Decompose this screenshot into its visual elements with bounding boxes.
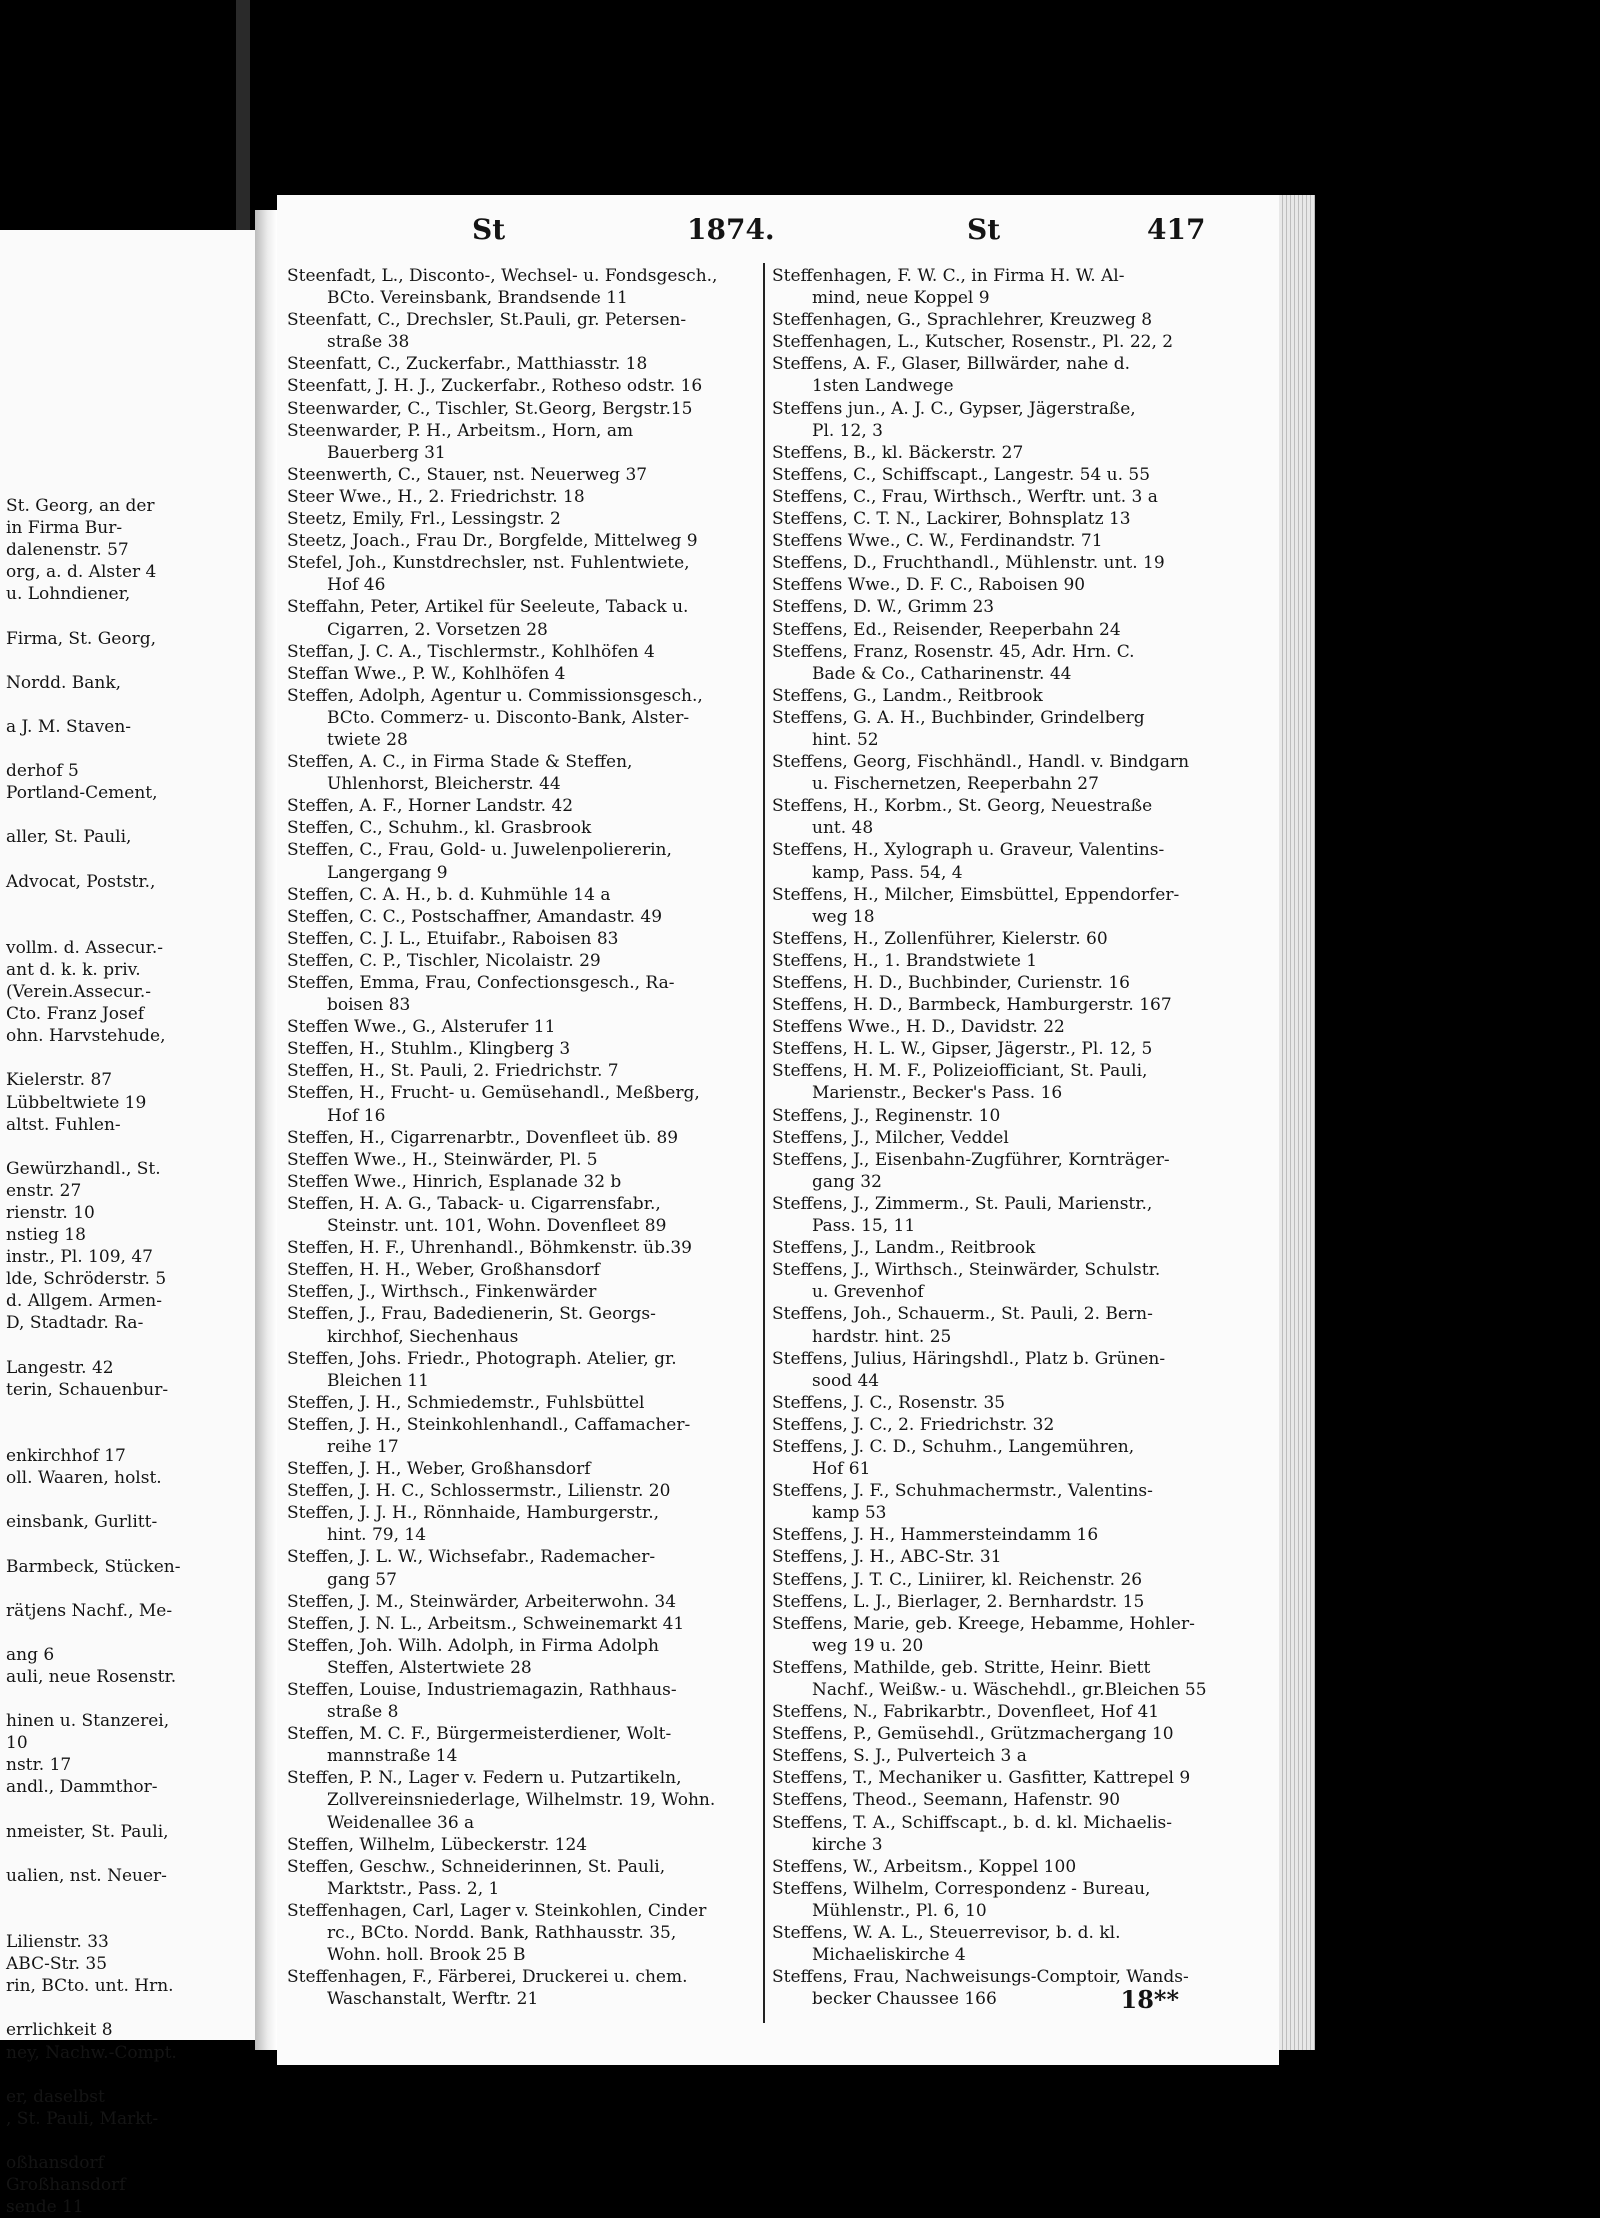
left-page-line [0,1688,255,1710]
left-page-line: ABC-Str. 35 [6,1954,108,1975]
directory-entry: Steffen, H. A. G., Taback- u. Cigarrensfabr., [287,1193,661,1214]
directory-entry: Steffens, Mathilde, geb. Stritte, Heinr. Biett [772,1657,1151,1678]
left-page-line [0,1533,255,1555]
directory-entry: Steffens, Joh., Schauerm., St. Pauli, 2. Bern- [772,1304,1153,1325]
left-page-text [0,495,255,2218]
directory-entry: Steffen, J. H., Steinkohlenhandl., Caffamacher- [287,1414,691,1435]
directory-entry: Steffens, G., Landm., Reitbrook [772,685,1043,706]
directory-entry: Steffen, J., Frau, Badedienerin, St. Georgs- [287,1304,656,1325]
left-page-line [0,1423,255,1445]
left-page-line: ualien, nst. Neuer- [6,1865,167,1886]
directory-entry: Steffens, J., Landm., Reitbrook [772,1238,1036,1259]
directory-entry: Steffenhagen, Carl, Lager v. Steinkohlen, Cinder [287,1900,707,1921]
directory-entry-continuation: u. Fischernetzen, Reeperbahn 27 [812,774,1099,795]
left-page-line [0,2064,255,2086]
directory-entry: Steffens, H., Milcher, Eimsbüttel, Eppendorfer- [772,884,1180,905]
left-page-line: oßhansdorf [6,2153,104,2174]
directory-entry-continuation: BCto. Commerz- u. Disconto-Bank, Alster- [327,707,690,728]
left-page-line: (Verein.Assecur.- [6,982,152,1003]
directory-entry-continuation: hardstr. hint. 25 [812,1326,952,1347]
left-page-line [0,694,255,716]
left-page-line: Nordd. Bank, [6,672,122,693]
column-divider [763,263,765,2023]
left-page-line: auli, neue Rosenstr. [6,1666,177,1687]
directory-entry-continuation: Waschanstalt, Werftr. 21 [327,1989,539,2010]
left-page-line: ney, Nachw.-Compt. [6,2042,177,2063]
directory-entry: Steffen, A. C., in Firma Stade & Steffen, [287,752,633,773]
left-page-line: Gewürzhandl., St. [6,1158,161,1179]
directory-entry: Steffenhagen, F., Färberei, Druckerei u. chem. [287,1967,688,1988]
left-page-line [0,1489,255,1511]
directory-entry: Steenfatt, C., Zuckerfabr., Matthiasstr. 18 [287,354,648,375]
left-page-line [0,738,255,760]
left-page-line: 10 [6,1733,28,1754]
directory-entry: Steffens, J. H., Hammersteindamm 16 [772,1525,1099,1546]
directory-entry: Steffen, Wilhelm, Lübeckerstr. 124 [287,1834,588,1855]
directory-entry-continuation: kirchhof, Siechenhaus [327,1326,519,1347]
left-page-line: St. Georg, an der [6,496,155,516]
left-page-line [0,605,255,627]
directory-entry: Steffen, A. F., Horner Landstr. 42 [287,796,574,817]
left-page-line: d. Allgem. Armen- [6,1291,162,1312]
left-page-line: ant d. k. k. priv. [6,959,141,980]
header-left-letters: St [472,213,506,246]
left-page-line: org, a. d. Alster 4 [6,562,157,583]
directory-entry-continuation: kirche 3 [812,1834,883,1855]
directory-entry-continuation: Pl. 12, 3 [812,420,883,441]
left-page-line [0,1843,255,1865]
directory-entry: Steenfatt, C., Drechsler, St.Pauli, gr. Petersen- [287,310,687,331]
directory-entry: Steffens, G. A. H., Buchbinder, Grindelberg [772,707,1145,728]
directory-entry: Steffens, J. T. C., Liniirer, kl. Reichenstr. 26 [772,1569,1143,1590]
printer-signature: 18** [1120,1985,1179,2014]
directory-entry: Steffen, C. P., Tischler, Nicolaistr. 29 [287,950,601,971]
left-page-line: rätjens Nachf., Me- [6,1600,173,1621]
directory-entry: Steffens, W. A. L., Steuerrevisor, b. d. kl. [772,1923,1121,1944]
directory-entry: Steffen, Emma, Frau, Confectionsgesch., Ra- [287,973,675,993]
directory-entry: Steffens, Frau, Nachweisungs-Comptoir, Wands- [772,1967,1189,1988]
directory-entry: Steffens Wwe., D. F. C., Raboisen 90 [772,575,1086,596]
directory-entry: Steffen, J. L. W., Wichsefabr., Rademacher- [287,1547,656,1568]
left-page-line: Portland-Cement, [6,783,158,804]
left-page-line: Großhansdorf [6,2175,126,2196]
directory-entry: Steffens, H. L. W., Gipser, Jägerstr., Pl. 12, 5 [772,1039,1153,1060]
left-page-line: rienstr. 10 [6,1203,95,1223]
left-page-line [0,650,255,672]
page-edges [1279,195,1315,2050]
directory-entry: Steetz, Joach., Frau Dr., Borgfelde, Mittelweg 9 [287,531,698,552]
directory-entry-continuation: hint. 52 [812,729,879,750]
directory-entry: Steffen, J. H., Weber, Großhansdorf [287,1459,591,1480]
left-page-line: Langestr. 42 [6,1357,114,1378]
directory-entry: Steffen, H., Stuhlm., Klingberg 3 [287,1039,571,1060]
directory-entry-continuation: sood 44 [812,1370,880,1391]
directory-entry: Steffen, H. H., Weber, Großhansdorf [287,1260,600,1281]
directory-entry: Steffen, M. C. F., Bürgermeisterdiener, Wolt- [287,1724,672,1745]
directory-entry-continuation: Langergang 9 [327,862,448,883]
directory-entry: Steffens, J., Milcher, Veddel [772,1127,1009,1148]
directory-entry: Steffens, N., Fabrikarbtr., Dovenfleet, Hof 41 [772,1702,1160,1723]
directory-column-left [287,265,757,2010]
directory-entry: Steenwerth, C., Stauer, nst. Neuerweg 37 [287,464,648,485]
directory-entry-continuation: Marienstr., Becker's Pass. 16 [812,1083,1063,1104]
directory-entry: Steenfatt, J. H. J., Zuckerfabr., Rotheso odstr. 16 [287,376,703,397]
directory-entry-continuation: reihe 17 [327,1436,399,1457]
directory-entry-continuation: straße 8 [327,1702,399,1723]
left-page-line [0,1887,255,1909]
left-page-line [0,849,255,871]
directory-entry-continuation: Mühlenstr., Pl. 6, 10 [812,1900,987,1921]
directory-entry: Steffens, J. C., Rosenstr. 35 [772,1392,1006,1413]
directory-entry: Steffen, C. A. H., b. d. Kuhmühle 14 a [287,884,611,905]
left-page-line: enstr. 27 [6,1180,82,1201]
left-page-line [0,1799,255,1821]
left-page-line: Firma, St. Georg, [6,628,156,649]
directory-column-right [772,265,1242,2010]
directory-entry: Steffen, J. H. C., Schlossermstr., Lilienstr. 20 [287,1481,671,1502]
page-header [277,213,1279,247]
left-page-line: dalenenstr. 57 [6,540,129,561]
directory-entry: Steffen, J. H., Schmiedemstr., Fuhlsbüttel [287,1392,645,1413]
directory-entry: Steffen, H., Frucht- u. Gemüsehandl., Meßberg, [287,1083,700,1104]
left-page-line [0,2130,255,2152]
left-page-line [0,1047,255,1069]
left-page-line: nmeister, St. Pauli, [6,1821,169,1842]
left-page-line [0,1136,255,1158]
directory-entry: Steffen, J., Wirthsch., Finkenwärder [287,1282,597,1303]
left-page-line: Barmbeck, Stücken- [6,1556,181,1577]
directory-entry: Steffens, J., Eisenbahn-Zugführer, Kornträger- [772,1149,1170,1170]
directory-entry: Steffens, Franz, Rosenstr. 45, Adr. Hrn. C. [772,641,1135,662]
directory-entry: Steffens, J. F., Schuhmachermstr., Valentins- [772,1481,1153,1502]
directory-entry: Steffen, C. C., Postschaffner, Amandastr. 49 [287,906,663,927]
directory-entry: Steffens, D., Fruchthandl., Mühlenstr. unt. 19 [772,553,1165,574]
directory-entry: Steffens Wwe., C. W., Ferdinandstr. 71 [772,531,1103,552]
left-page-line [0,1997,255,2019]
directory-entry: Steffens, J. H., ABC-Str. 31 [772,1547,1002,1568]
directory-entry-continuation: Wohn. holl. Brook 25 B [327,1945,526,1966]
left-page-line: Lilienstr. 33 [6,1932,109,1953]
left-page-line [0,1622,255,1644]
directory-entry: Steffens, T. A., Schiffscapt., b. d. kl. Michaelis- [772,1812,1173,1833]
left-page-line: Advocat, Poststr., [6,871,156,892]
directory-entry: Steffens, J. C. D., Schuhm., Langemühren, [772,1436,1135,1457]
left-page-line: er, daselbst [6,2086,105,2107]
directory-entry: Steffens Wwe., H. D., Davidstr. 22 [772,1017,1065,1038]
directory-entry-continuation: Marktstr., Pass. 2, 1 [327,1878,500,1899]
directory-entry: Steffenhagen, G., Sprachlehrer, Kreuzweg 8 [772,310,1153,331]
left-page-line: a J. M. Staven- [6,716,132,737]
directory-entry: Steffens, D. W., Grimm 23 [772,597,995,618]
right-page [277,195,1279,2065]
directory-entry-continuation: mannstraße 14 [327,1746,458,1767]
left-page-line: nstieg 18 [6,1225,86,1246]
left-page [0,230,255,2218]
directory-entry: Steffens, H., 1. Brandstwiete 1 [772,950,1038,971]
left-page-line: altst. Fuhlen- [6,1114,121,1135]
left-page-line [0,915,255,937]
book-gutter [255,210,277,2050]
directory-entry-continuation: unt. 48 [812,818,874,839]
directory-entry: Steffens, J., Reginenstr. 10 [772,1105,1001,1126]
page-number: 417 [1147,213,1206,246]
directory-entry: Steffen, C., Schuhm., kl. Grasbrook [287,818,592,839]
directory-entry: Steffen, J. M., Steinwärder, Arbeiterwohn. 34 [287,1591,677,1612]
directory-entry: Steffens, H. M. F., Polizeiofficiant, St. Pauli, [772,1061,1148,1082]
directory-entry-continuation: u. Grevenhof [812,1282,924,1303]
directory-entry: Steffens, C. T. N., Lackirer, Bohnsplatz 13 [772,509,1131,530]
directory-entry-continuation: BCto. Vereinsbank, Brandsende 11 [327,288,628,309]
directory-entry: Steffen Wwe., H., Steinwärder, Pl. 5 [287,1149,598,1170]
directory-entry-continuation: Pass. 15, 11 [812,1216,916,1237]
directory-entry: Stefel, Joh., Kunstdrechsler, nst. Fuhlentwiete, [287,553,690,574]
directory-entry-continuation: gang 32 [812,1171,882,1192]
directory-entry-continuation: Michaeliskirche 4 [812,1945,966,1966]
directory-entry: Steffan, J. C. A., Tischlermstr., Kohlhöfen 4 [287,641,655,662]
left-page-line [0,804,255,826]
left-page-line: Kielerstr. 87 [6,1070,113,1091]
directory-entry: Steffens, L. J., Bierlager, 2. Bernhardstr. 15 [772,1591,1145,1612]
directory-entry: Steffahn, Peter, Artikel für Seeleute, Taback u. [287,597,689,618]
directory-entry-continuation: Nachf., Weißw.- u. Wäschehdl., gr.Bleichen 55 [812,1680,1207,1700]
directory-entry-continuation: weg 19 u. 20 [812,1635,924,1656]
left-page-line: vollm. d. Assecur.- [6,937,163,958]
left-page-line: lde, Schröderstr. 5 [6,1269,167,1290]
directory-entry: Steffen, Louise, Industriemagazin, Rathhaus- [287,1680,677,1700]
bookmark-ribbon [236,0,250,230]
directory-entry: Steenwarder, P. H., Arbeitsm., Horn, am [287,420,634,441]
directory-entry: Steffen, C. J. L., Etuifabr., Raboisen 83 [287,928,619,949]
directory-entry: Steffen Wwe., Hinrich, Esplanade 32 b [287,1171,622,1192]
directory-entry-continuation: Steinstr. unt. 101, Wohn. Dovenfleet 89 [327,1216,667,1237]
directory-entry: Steffens, H., Zollenführer, Kielerstr. 60 [772,928,1108,949]
left-page-line: rin, BCto. unt. Hrn. [6,1976,174,1997]
left-page-line: Cto. Franz Josef [6,1004,145,1025]
directory-entry: Steffens, J., Wirthsch., Steinwärder, Schulstr. [772,1260,1161,1281]
directory-entry: Steffens, H., Xylograph u. Graveur, Valentins- [772,840,1165,861]
directory-entry-continuation: Hof 46 [327,575,386,596]
left-page-line [0,893,255,915]
directory-entry-continuation: rc., BCto. Nordd. Bank, Rathhausstr. 35, [327,1923,677,1944]
left-page-line: andl., Dammthor- [6,1777,158,1798]
left-page-line: Lübbeltwiete 19 [6,1092,147,1113]
directory-entry: Steffen, C., Frau, Gold- u. Juwelenpoliererin, [287,840,672,861]
left-page-line: ohn. Harvstehude, [6,1026,166,1047]
directory-entry-continuation: kamp 53 [812,1503,887,1524]
directory-entry: Steffens, Georg, Fischhändl., Handl. v. Bindgarn [772,752,1190,773]
directory-entry: Steffen Wwe., G., Alsterufer 11 [287,1017,556,1038]
directory-entry-continuation: Hof 61 [812,1459,871,1480]
directory-entry-continuation: Zollvereinsniederlage, Wilhelmstr. 19, Wohn. [327,1790,716,1811]
directory-entry: Steffen, J. J. H., Rönnhaide, Hamburgerstr., [287,1503,660,1524]
directory-entry: Steffen, Joh. Wilh. Adolph, in Firma Adolph [287,1635,659,1656]
directory-entry: Steffens, Marie, geb. Kreege, Hebamme, Hohler- [772,1613,1195,1634]
directory-entry: Steffens, W., Arbeitsm., Koppel 100 [772,1856,1077,1877]
directory-entry: Steffen, P. N., Lager v. Federn u. Putzartikeln, [287,1768,682,1789]
header-year: 1874. [687,213,775,246]
directory-entry: Steffens, A. F., Glaser, Billwärder, nahe d. [772,354,1131,375]
directory-entry-continuation: hint. 79, 14 [327,1525,427,1546]
directory-entry: Steffens, C., Schiffscapt., Langestr. 54 u. 55 [772,464,1151,485]
directory-entry: Steffens, T., Mechaniker u. Gasfitter, Kattrepel 9 [772,1768,1191,1789]
left-page-line: instr., Pl. 109, 47 [6,1247,153,1268]
directory-entry: Steffen, H. F., Uhrenhandl., Böhmkenstr. üb.39 [287,1238,692,1259]
directory-entry-continuation: becker Chaussee 166 [812,1989,997,2010]
directory-entry: Steffens, B., kl. Bäckerstr. 27 [772,442,1024,463]
left-page-line: in Firma Bur- [6,518,123,539]
left-page-line: u. Lohndiener, [6,584,131,605]
directory-entry-continuation: Steffen, Alstertwiete 28 [327,1657,532,1678]
directory-entry: Steenfadt, L., Disconto-, Wechsel- u. Fondsgesch., [287,266,718,286]
directory-entry: Steffens, P., Gemüsehdl., Grützmachergang 10 [772,1724,1174,1745]
directory-entry-continuation: 1sten Landwege [812,376,954,397]
directory-entry-continuation: straße 38 [327,332,410,353]
left-page-line: , St. Pauli, Markt- [6,2108,159,2129]
left-page-line: hinen u. Stanzerei, [6,1711,170,1732]
directory-entry-continuation: Bauerberg 31 [327,442,446,463]
left-page-line: errlichkeit 8 [6,2020,113,2041]
left-page-line [0,1401,255,1423]
directory-entry: Steffenhagen, L., Kutscher, Rosenstr., Pl. 22, 2 [772,332,1174,353]
directory-entry: Steffenhagen, F. W. C., in Firma H. W. Al- [772,266,1125,286]
directory-entry: Steffens, Wilhelm, Correspondenz - Bureau, [772,1878,1151,1899]
directory-entry: Steffen, J. N. L., Arbeitsm., Schweinemarkt 41 [287,1613,685,1634]
directory-entry: Steffen, H., Cigarrenarbtr., Dovenfleet üb. 89 [287,1127,679,1148]
left-page-line: sende 11 [6,2197,84,2218]
directory-entry-continuation: Weidenallee 36 a [327,1812,475,1833]
left-page-line: oll. Waaren, holst. [6,1468,162,1489]
directory-entry: Steffens, Julius, Häringshdl., Platz b. Grünen- [772,1348,1166,1369]
directory-entry: Steffen, Johs. Friedr., Photograph. Atelier, gr. [287,1348,677,1369]
directory-entry-continuation: Uhlenhorst, Bleicherstr. 44 [327,774,561,795]
left-page-line: D, Stadtadr. Ra- [6,1313,144,1334]
left-page-line: nstr. 17 [6,1755,72,1776]
left-page-line [0,1578,255,1600]
left-page-line: enkirchhof 17 [6,1446,126,1467]
left-page-line: einsbank, Gurlitt- [6,1512,158,1533]
directory-entry: Steffens, Theod., Seemann, Hafenstr. 90 [772,1790,1121,1811]
left-page-line: ang 6 [6,1644,55,1665]
directory-entry-continuation: twiete 28 [327,729,408,750]
directory-entry: Steffens, C., Frau, Wirthsch., Werftr. unt. 3 a [772,486,1158,507]
directory-entry: Steffens, H. D., Buchbinder, Curienstr. 16 [772,973,1130,993]
directory-entry: Steffen, H., St. Pauli, 2. Friedrichstr. 7 [287,1061,619,1082]
directory-entry: Steffens, S. J., Pulverteich 3 a [772,1746,1027,1767]
directory-entry: Steffens, H., Korbm., St. Georg, Neuestraße [772,796,1153,817]
directory-entry-continuation: weg 18 [812,906,875,927]
directory-entry: Steenwarder, C., Tischler, St.Georg, Bergstr.15 [287,398,693,419]
directory-entry: Steffens, Ed., Reisender, Reeperbahn 24 [772,619,1121,640]
directory-entry-continuation: kamp, Pass. 54, 4 [812,862,963,883]
directory-entry-continuation: boisen 83 [327,995,411,1016]
directory-entry-continuation: Hof 16 [327,1105,386,1126]
directory-entry: Steffens jun., A. J. C., Gypser, Jägerstraße, [772,398,1136,419]
directory-entry-continuation: Bade & Co., Catharinenstr. 44 [812,663,1072,684]
directory-entry-continuation: Cigarren, 2. Vorsetzen 28 [327,619,548,640]
directory-entry: Steffens, J., Zimmerm., St. Pauli, Marienstr., [772,1193,1153,1214]
left-page-line [0,1909,255,1931]
left-page-line: derhof 5 [6,761,79,782]
directory-entry: Steffan Wwe., P. W., Kohlhöfen 4 [287,663,566,684]
directory-entry: Steffen, Geschw., Schneiderinnen, St. Pauli, [287,1856,666,1877]
directory-entry-continuation: gang 57 [327,1569,397,1590]
directory-entry: Steer Wwe., H., 2. Friedrichstr. 18 [287,486,585,507]
left-page-line: aller, St. Pauli, [6,827,132,848]
directory-entry: Steffen, Adolph, Agentur u. Commissionsgesch., [287,685,703,706]
directory-entry-continuation: mind, neue Koppel 9 [812,288,990,309]
directory-entry: Steffens, J. C., 2. Friedrichstr. 32 [772,1414,1055,1435]
directory-entry: Steffens, H. D., Barmbeck, Hamburgerstr. 167 [772,995,1172,1016]
left-page-line: terin, Schauenbur- [6,1379,169,1400]
header-right-letters: St [967,213,1001,246]
directory-entry-continuation: Bleichen 11 [327,1370,429,1391]
left-page-line [0,1335,255,1357]
directory-entry: Steetz, Emily, Frl., Lessingstr. 2 [287,509,561,530]
